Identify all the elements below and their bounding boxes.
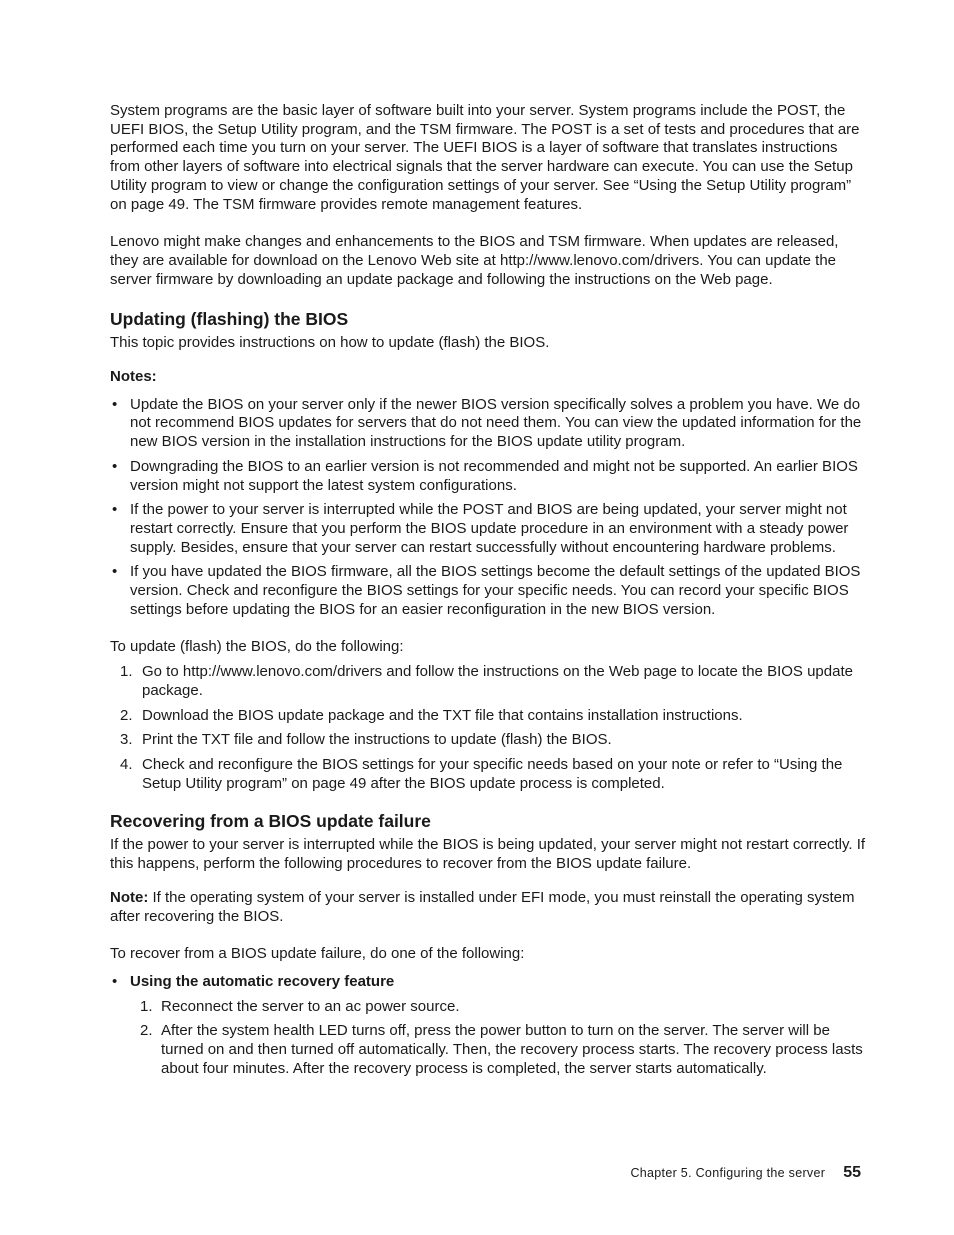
procedure-intro: To update (flash) the BIOS, do the following: [110, 638, 404, 656]
recovery-intro: If the power to your server is interrupted while the BIOS is being updated, your server might not restart correctly. If this happens, perform the following procedures to recover from the BIOS update failure. [110, 836, 866, 873]
intro-paragraph-2: Lenovo might make changes and enhancements to the BIOS and TSM firmware. When updates are released, they are available for download on the Lenovo Web site at http://www.lenovo.com/drivers. You can update the server firmware by downloading an update package and following the instructions on the Web page. [110, 233, 839, 288]
step-text: Download the BIOS update package and the TXT file that contains installation instructions. [142, 706, 743, 724]
step-number: 1. [120, 663, 133, 681]
recovery-procedure-intro: To recover from a BIOS update failure, do one of the following: [110, 945, 525, 963]
list-item [110, 731, 866, 750]
list-item [110, 501, 866, 557]
section-intro: This topic provides instructions on how to update (flash) the BIOS. [110, 334, 550, 352]
recovery-steps-list [110, 998, 866, 1079]
recovery-method-label: Using the automatic recovery feature [130, 972, 395, 990]
section-heading-recovering: Recovering from a BIOS update failure [110, 811, 431, 832]
page-footer [630, 1164, 861, 1182]
bullet-glyph: • [112, 501, 118, 519]
page-number: 55 [843, 1164, 861, 1181]
step-text: Go to http://www.lenovo.com/drivers and follow the instructions on the Web page to locate the BIOS update package. [142, 663, 853, 699]
step-number: 2. [140, 1022, 153, 1040]
list-item [130, 1022, 866, 1078]
section-heading-updating-bios: Updating (flashing) the BIOS [110, 309, 349, 330]
step-number: 1. [140, 997, 153, 1015]
list-item-text: Update the BIOS on your server only if the newer BIOS version specifically solves a problem you have. We do not recommend BIOS updates for servers that do not need them. You can view the updated information for the new BIOS version in the installation instructions for the BIOS update utility program. [130, 395, 862, 451]
bullet-glyph: • [112, 395, 118, 413]
recovery-method [110, 973, 866, 992]
list-item [110, 707, 866, 726]
list-item [130, 998, 866, 1017]
step-text: Print the TXT file and follow the instructions to update (flash) the BIOS. [142, 731, 612, 749]
list-item [110, 663, 866, 700]
bullet-glyph: • [112, 457, 118, 475]
list-item-text: Downgrading the BIOS to an earlier version is not recommended and might not be supported. An earlier BIOS version might not support the latest system configurations. [130, 457, 858, 494]
list-item [110, 396, 866, 452]
list-item-text: If you have updated the BIOS firmware, all the BIOS settings become the default settings of the updated BIOS version. Check and reconfigure the BIOS settings for your specific needs. You can record your specific BIOS settings before updating the BIOS for an easier reconfiguration in the new BIOS version. [130, 563, 861, 618]
notes-label: Notes: [110, 368, 157, 386]
list-item-text: If the power to your server is interrupted while the POST and BIOS are being updated, your server might not restart correctly. Ensure that you perform the BIOS update procedure in an environment with a steady power supply. Besides, ensure that your server can restart successfully without encountering hardware problems. [130, 501, 849, 556]
step-number: 3. [120, 731, 133, 749]
list-item [110, 756, 866, 793]
intro-paragraph-1: System programs are the basic layer of software built into your server. System programs include the POST, the UEFI BIOS, the Setup Utility program, and the TSM firmware. The POST is a set of tests and procedures that are performed each time you turn on your server. The UEFI BIOS is a layer of software that translates instructions from other layers of software into electrical signals that the server hardware can execute. You can use the Setup Utility program to view or change the configuration settings of your server. See “Using the Setup Utility program” on page 49. The TSM firmware provides remote management features. [110, 102, 860, 213]
note-paragraph [110, 889, 866, 926]
footer-chapter: Chapter 5. Configuring the server [630, 1166, 826, 1180]
list-item [110, 563, 866, 619]
note-text: If the operating system of your server is installed under EFI mode, you must reinstall the operating system after recovering the BIOS. [110, 888, 855, 925]
bullet-glyph: • [112, 563, 118, 581]
step-number: 4. [120, 755, 133, 773]
notes-list [110, 396, 866, 620]
step-number: 2. [120, 706, 133, 724]
list-item [110, 458, 866, 495]
step-text: Check and reconfigure the BIOS settings for your specific needs based on your note or refer to “Using the Setup Utility program” on page 49 after the BIOS update process is completed. [142, 755, 843, 792]
page-content [110, 102, 866, 1084]
bullet-glyph: • [112, 972, 118, 990]
note-label: Note: [110, 888, 149, 906]
update-steps-list [110, 663, 866, 793]
step-text: After the system health LED turns off, press the power button to turn on the server. The server will be turned on and then turned off automatically. Then, the recovery process starts. The recovery process lasts about four minutes. After the recovery process is completed, the server starts automatically. [161, 1022, 863, 1077]
step-text: Reconnect the server to an ac power source. [161, 997, 460, 1015]
